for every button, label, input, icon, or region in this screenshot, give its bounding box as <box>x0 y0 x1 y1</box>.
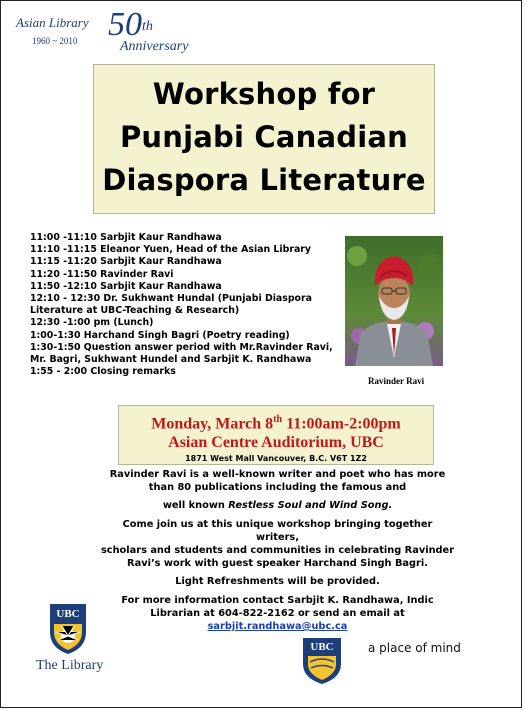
title-line-1: Workshop for <box>152 77 376 111</box>
schedule-item: 12:10 - 12:30 Dr. Sukhwant Hundal (Punjabi Diaspora <box>30 293 312 305</box>
description-line: than 80 publications including the famous and <box>148 482 407 494</box>
description-line: scholars and students and communities in celebrating Ravinder <box>100 545 455 557</box>
anniversary-word: Anniversary <box>120 39 189 54</box>
schedule-item: 1:30-1:50 Question answer period with Mr.Ravinder Ravi, <box>30 341 333 353</box>
schedule-item: 11:15 -11:20 Sarbjit Kaur Randhawa <box>30 256 222 268</box>
description-line: Ravinder Ravi is a well-known writer and poet who has more <box>109 469 446 480</box>
anniversary-number-value: 50 <box>108 6 142 43</box>
description-text: well known <box>162 500 229 512</box>
event-venue: Asian Centre Auditorium, UBC <box>168 434 384 452</box>
anniversary-number <box>108 8 153 42</box>
schedule-item: 12:30 -1:00 pm (Lunch) <box>30 317 154 329</box>
contact-paragraph <box>100 594 455 634</box>
ubc-crest-logo-small <box>300 636 346 686</box>
event-address: 1871 West Mall Vancouver, B.C. V6T 1Z2 <box>185 454 367 464</box>
event-date-main: Monday, March 8 <box>151 415 274 433</box>
anniversary-logo <box>10 6 189 58</box>
event-date <box>119 410 433 433</box>
the-library-label: The Library <box>36 658 104 673</box>
speaker-photo-image <box>345 236 443 366</box>
anniversary-number-suffix: th <box>142 19 153 34</box>
event-box <box>118 405 434 465</box>
schedule-item: Literature at UBC-Teaching & Research) <box>30 305 240 317</box>
ubc-tagline: a place of mind <box>368 641 461 655</box>
title-line-2: Punjabi Canadian <box>119 120 409 154</box>
description-paragraph-2 <box>100 518 455 571</box>
title-box <box>93 64 435 214</box>
anniversary-years: 1960 ~ 2010 <box>32 36 78 46</box>
contact-line: Librarian at 604-822-2162 or send an email at <box>150 607 405 619</box>
schedule-item: 1:00-1:30 Harchand Singh Bagri (Poetry reading) <box>30 329 290 341</box>
schedule-item: Mr. Bagri, Sukhwant Hundel and Sarbjit K. Randhawa <box>30 354 312 366</box>
description-paragraph-1 <box>100 468 455 513</box>
description-line: Ravi’s work with guest speaker Harchand Singh Bagri. <box>127 558 428 570</box>
contact-line: For more information contact Sarbjit K. Randhawa, Indic <box>121 594 434 606</box>
schedule-item: 11:00 -11:10 Sarbjit Kaur Randhawa <box>30 232 222 243</box>
schedule-item: 11:50 -12:10 Sarbjit Kaur Randhawa <box>30 280 222 292</box>
schedule-item: 11:20 -11:50 Ravinder Ravi <box>30 268 174 280</box>
svg-text:UBC: UBC <box>56 608 80 620</box>
event-date-suffix: th <box>273 414 283 425</box>
schedule-list <box>30 232 335 378</box>
description <box>100 468 455 638</box>
description-line <box>100 499 455 512</box>
contact-email-link[interactable]: sarbjit.randhawa@ubc.ca <box>207 621 348 633</box>
description-line: Come join us at this unique workshop bringing together writers, <box>122 518 433 543</box>
book-titles: Restless Soul and Wind Song. <box>228 500 393 512</box>
schedule-item: 11:10 -11:15 Eleanor Yuen, Head of the Asian Library <box>30 244 312 256</box>
title-line-3: Diaspora Literature <box>102 163 426 197</box>
photo-caption: Ravinder Ravi <box>368 376 425 386</box>
event-time: 11:00am-2:00pm <box>282 415 401 433</box>
schedule-item: 1:55 - 2:00 Closing remarks <box>30 366 176 378</box>
refreshments-note: Light Refreshments will be provided. <box>175 576 380 588</box>
speaker-photo <box>345 236 443 366</box>
ubc-shield-icon <box>48 602 88 656</box>
anniversary-library-name: Asian Library <box>16 15 89 30</box>
svg-text:UBC: UBC <box>310 641 334 653</box>
ubc-shield-icon-small <box>300 636 344 686</box>
